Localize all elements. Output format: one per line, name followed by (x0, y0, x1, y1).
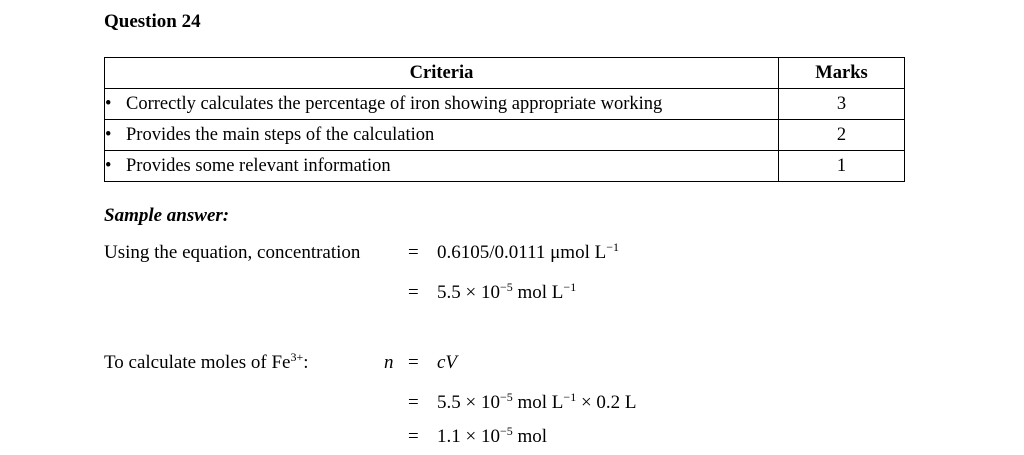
table-row (105, 151, 905, 182)
criteria-text: Provides the main steps of the calculation (126, 124, 435, 145)
equation-text: 0.6105/0.0111 μmol L (437, 242, 607, 263)
exponent: −1 (563, 280, 577, 294)
equals-sign: = (408, 282, 419, 303)
marks-cell: 2 (779, 120, 905, 151)
moles-equation-line-1: cV (437, 352, 458, 373)
sample-answer-heading: Sample answer: (104, 205, 230, 226)
equation-text: mol L (512, 282, 564, 303)
moles-equation-line-3 (437, 425, 547, 450)
marks-cell: 1 (779, 151, 905, 182)
marking-criteria-table (104, 57, 905, 182)
exponent: −5 (499, 424, 513, 438)
concentration-equation-line-2 (437, 281, 576, 306)
exponent: −1 (563, 390, 577, 404)
equation-text: × 0.2 L (576, 392, 637, 413)
bullet-icon: • (105, 124, 112, 145)
table-row (105, 120, 905, 151)
moles-equation-line-2 (437, 391, 637, 416)
equals-sign: = (408, 426, 419, 447)
equals-sign: = (408, 352, 419, 373)
criteria-text: Provides some relevant information (126, 155, 391, 176)
criteria-header: Criteria (105, 58, 779, 89)
moles-label-suffix: : (303, 352, 309, 373)
exponent: −1 (606, 240, 619, 254)
equation-text: 1.1 × 10 (437, 426, 500, 447)
concentration-equation-line-1 (437, 241, 619, 266)
marks-header: Marks (779, 58, 905, 89)
equation-text: 5.5 × 10 (437, 282, 500, 303)
bullet-icon: • (105, 155, 112, 176)
table-row (105, 89, 905, 120)
concentration-label: Using the equation, concentration (104, 242, 361, 263)
exponent: −5 (499, 280, 513, 294)
bullet-icon: • (105, 93, 112, 114)
moles-label (104, 351, 309, 376)
equals-sign: = (408, 242, 419, 263)
equation-text: 5.5 × 10 (437, 392, 500, 413)
table-header-row (105, 58, 905, 89)
charge-superscript: 3+ (290, 350, 304, 364)
exponent: −5 (499, 390, 513, 404)
criteria-text: Correctly calculates the percentage of iron showing appropriate working (126, 93, 663, 114)
moles-label-text: To calculate moles of Fe (104, 352, 291, 373)
moles-variable: n (384, 352, 394, 373)
question-title: Question 24 (104, 11, 201, 32)
marks-cell: 3 (779, 89, 905, 120)
equation-text: mol (512, 426, 548, 447)
criteria-cell (105, 89, 779, 120)
equals-sign: = (408, 392, 419, 413)
criteria-cell (105, 151, 779, 182)
criteria-cell (105, 120, 779, 151)
equation-text: mol L (512, 392, 564, 413)
